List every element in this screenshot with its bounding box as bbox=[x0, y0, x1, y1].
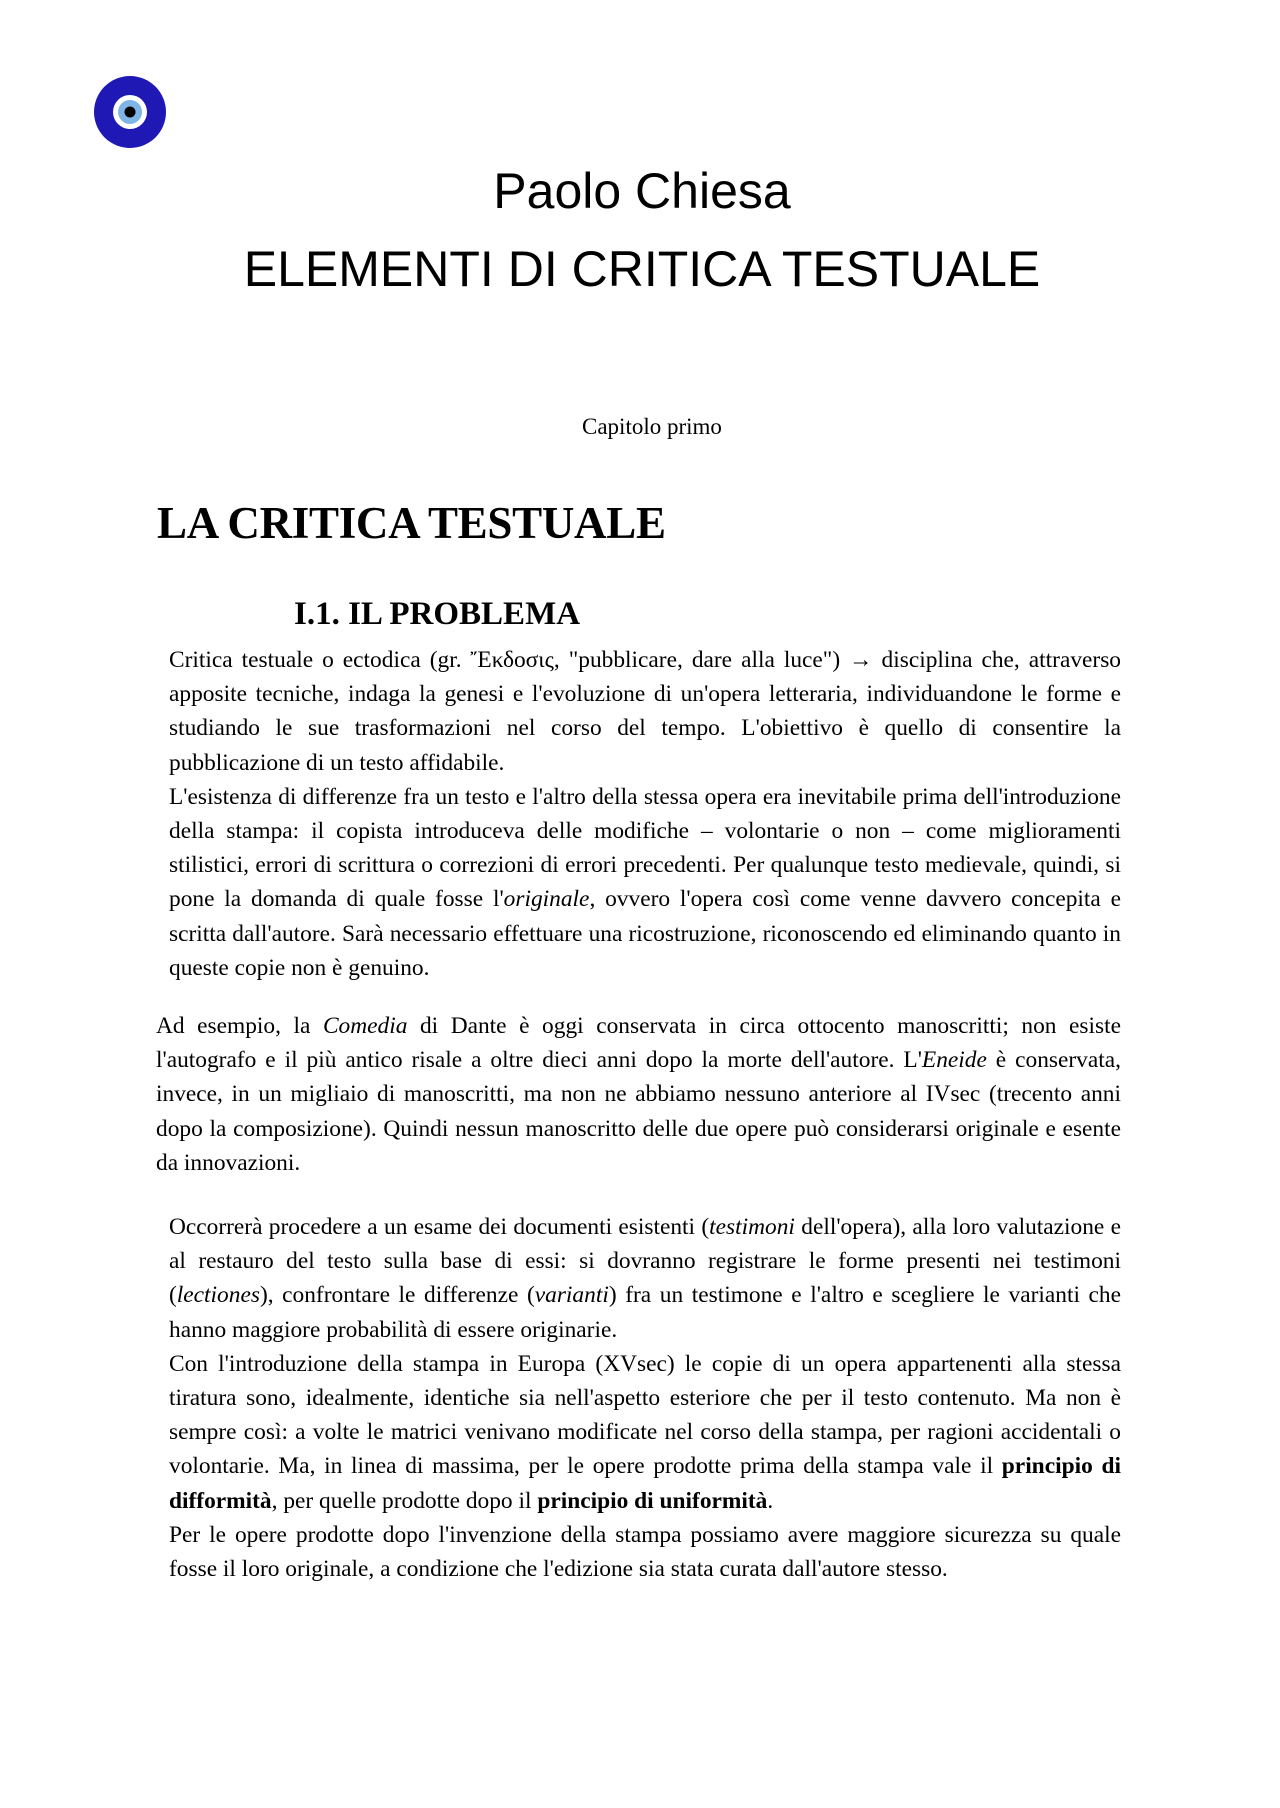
chapter-label: Capitolo primo bbox=[582, 414, 722, 439]
section-heading: I.1. IL PROBLEMA bbox=[294, 596, 581, 632]
bold-term: principio di uniformità bbox=[537, 1487, 768, 1514]
chapter-title: LA CRITICA TESTUALE bbox=[157, 498, 666, 548]
paragraph-definition: Critica testuale o ectodica (gr. Ἔκδοσις, "pubblicare, dare alla luce") → disciplina che, attraverso apposite tecniche, indaga la genesi e l'evoluzione di un'opera letteraria, individuandone le forme e studiando le sue trasformazioni nel corso del tempo. L'obiettivo è quello di consentire la pubblicazione di un testo affidabile. bbox=[169, 647, 1121, 776]
italic-term: lectiones bbox=[176, 1282, 260, 1309]
text-block-example bbox=[156, 1009, 1121, 1180]
text-run: di Dante è oggi conservata in circa ottocento manoscritti; non esiste l'autografo e il più antico risale a oltre dieci anni dopo la morte dell'autore. L' bbox=[156, 1013, 1121, 1074]
title-block bbox=[0, 160, 1280, 300]
text-run: L'esistenza di differenze fra un testo e l'altro della stessa opera era inevitabile prima dell'introduzione della stampa: il copista introduceva delle modifiche – volontarie o non – come miglioramenti stilistici, errori di scrittura o correzioni di errori precedenti. Per qualunque testo medievale, quindi, si pone la domanda di quale fosse l' bbox=[169, 783, 1121, 913]
text-run: dell'opera), alla loro valutazione e al restauro del testo sulla base di essi: si dovranno registrare le forme presenti nei testimoni ( bbox=[169, 1214, 1122, 1309]
text-run: . bbox=[767, 1487, 774, 1514]
logo-pupil bbox=[125, 107, 136, 118]
text-block-intro bbox=[169, 643, 1121, 985]
paragraph-differences bbox=[169, 780, 1121, 985]
text-run: ), confrontare le differenze ( bbox=[259, 1282, 535, 1309]
italic-term: Eneide bbox=[921, 1047, 987, 1074]
author-name: Paolo Chiesa bbox=[493, 163, 791, 219]
text-run: Con l'introduzione della stampa in Europa (XVsec) le copie di un opera appartenenti alla stessa tiratura sono, idealmente, identiche sia nell'aspetto esteriore che per il testo contenuto. Ma non è sempre così: a volte le matrici venivano modificate nel corso della stampa, per ragioni accidentali o volontarie. Ma, in linea di massima, per le opere prodotte prima della stampa vale il bbox=[169, 1350, 1121, 1480]
text-block-method bbox=[169, 1210, 1121, 1586]
paragraph-example bbox=[156, 1009, 1121, 1180]
text-run: è conservata, invece, in un migliaio di manoscritti, ma non ne abbiamo nessuno anteriore al IVsec (trecento anni dopo la composizione). Quindi nessun manoscritto delle due opere può considerarsi originale e esente da innovazioni. bbox=[156, 1047, 1121, 1176]
text-run: ) fra un testimone e l'altro e scegliere le varianti che hanno maggiore probabilità di essere originarie. bbox=[169, 1282, 1122, 1343]
italic-term: varianti bbox=[534, 1282, 609, 1309]
italic-term: Comedia bbox=[322, 1013, 408, 1039]
paragraph-printing bbox=[169, 1347, 1121, 1518]
text-run: Ad esempio, la bbox=[156, 1013, 323, 1039]
evil-eye-icon bbox=[94, 76, 166, 148]
paragraph-procedure bbox=[169, 1210, 1121, 1347]
italic-term: originale bbox=[503, 886, 590, 913]
paragraph-conclusion: Per le opere prodotte dopo l'invenzione della stampa possiamo avere maggiore sicurezza su quale fosse il loro originale, a condizione che l'edizione sia stata curata dall'autore stesso. bbox=[169, 1521, 1121, 1583]
italic-term: testimoni bbox=[709, 1214, 795, 1240]
text-run: , per quelle prodotte dopo il bbox=[271, 1487, 538, 1514]
text-run: , ovvero l'opera così come venne davvero concepita e scritta dall'autore. Sarà necessario effettuare una ricostruzione, riconoscendo ed eliminando quanto in queste copie non è genuino. bbox=[169, 886, 1121, 981]
book-title: ELEMENTI DI CRITICA TESTUALE bbox=[243, 241, 1041, 297]
bold-term: principio di difformità bbox=[169, 1453, 1121, 1514]
text-run: Occorrerà procedere a un esame dei documenti esistenti ( bbox=[169, 1214, 710, 1240]
